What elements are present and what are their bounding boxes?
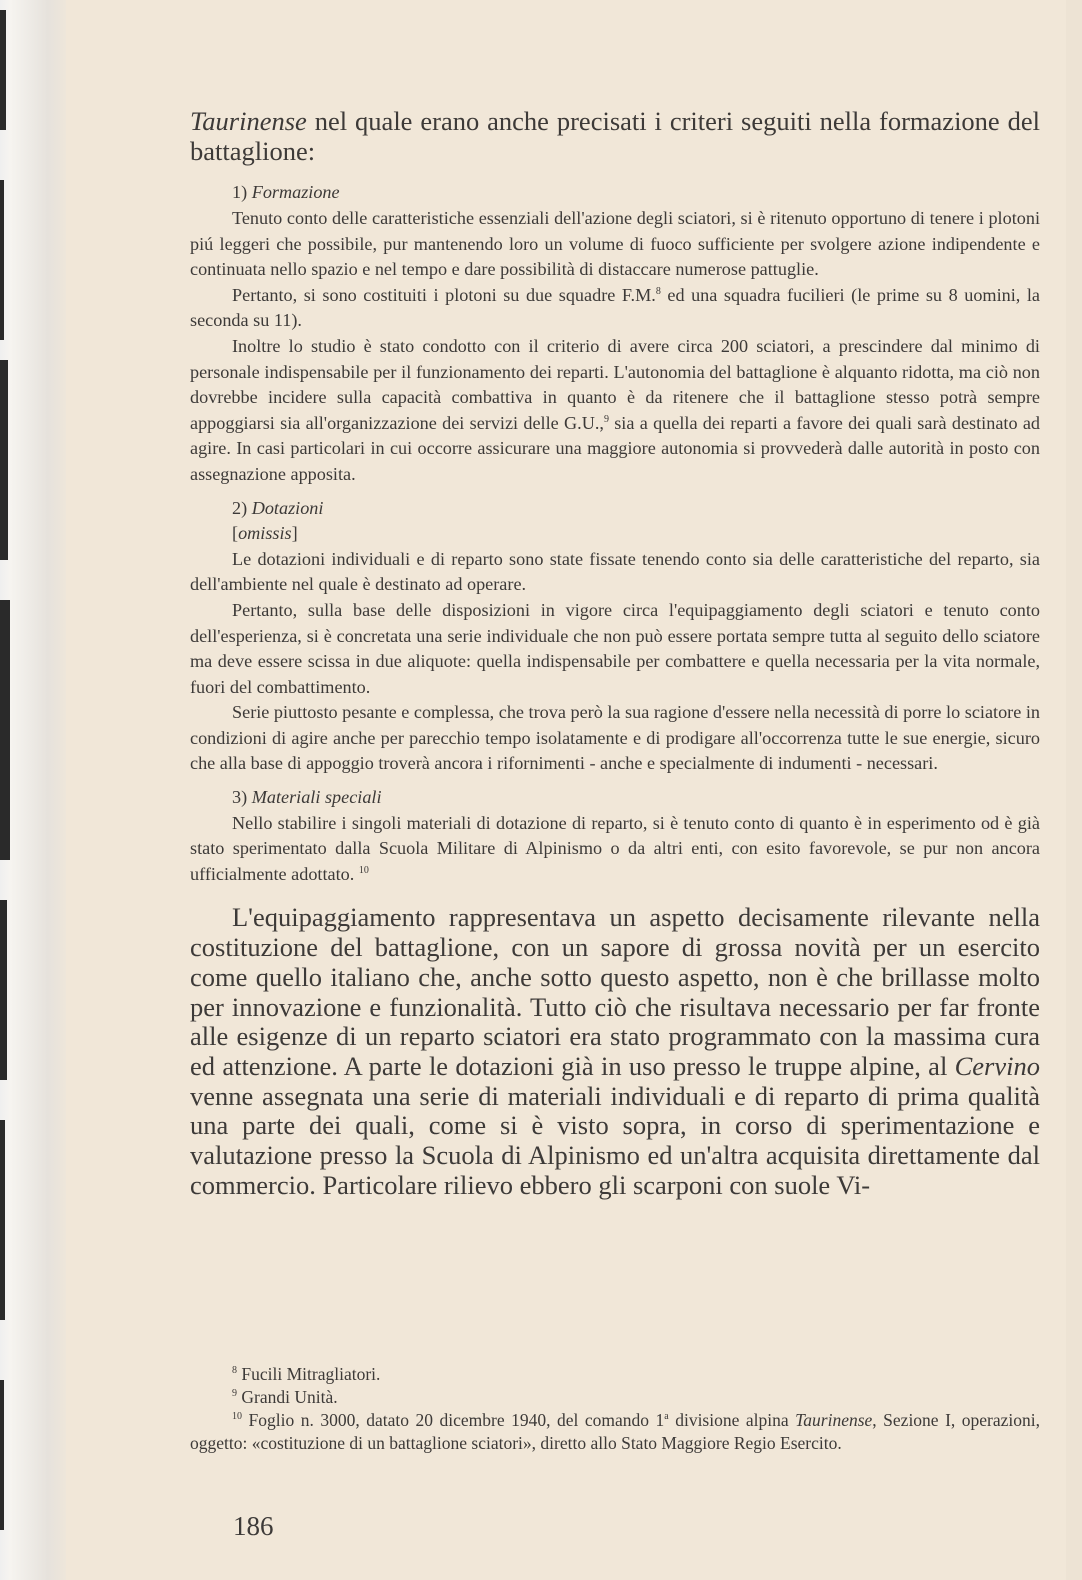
omissis-note: [omissis] <box>232 523 298 544</box>
body-paragraph: L'equipaggiamento rappresentava un aspetto decisamente rilevante nella costituzione del battaglione, con un sapore di grossa novità per un esercito come quello italiano che, anche sotto questo aspetto, non è che brillasse molto per innovazione e funzionalità. Tutto ciò che risultava necessario per far fronte alle esigenze di un reparto sciatori era stato programmato con la massima cura ed attenzione. A parte le dotazioni già in uso presso le truppe alpine, al Cervino venne assegnata una serie di materiali individuali e di reparto di prima qualità una parte dei quali, come si è visto sopra, in corso di sperimentazione e valutazione presso la Scuola di Alpinismo ed un'altra acquisita direttamente dal commercio. Particolare rilievo ebbero gli scarponi con suole Vi- <box>190 902 1040 1200</box>
section-heading: 2) Dotazioni <box>232 497 324 518</box>
paragraph: Le dotazioni individuali e di reparto sono state fissate tenendo conto sia delle caratteristiche del reparto, sia dell'ambiente nel quale è destinato ad operare. <box>190 548 1040 595</box>
paragraph: Serie piuttosto pesante e complessa, che trova però la sua ragione d'essere nella necessità di porre lo sciatore in condizioni di agire anche per parecchio tempo isolatamente e di prodigare all'occorrenza tutte le sue energie, sicuro che alla base di appoggio troverà ancora i rifornimenti - anche e specialmente di indumenti - necessari. <box>190 702 1040 774</box>
paragraph: Nello stabilire i singoli materiali di dotazione di reparto, si è tenuto conto di quanto è in esperimento od è già stato sperimentato dalla Scuola Militare di Alpinismo o da altri enti, con esito favorevole, se pur non ancora ufficialmente adottato. $^{10}$ <box>190 812 1040 884</box>
main-text <box>190 107 1040 1200</box>
footnote-10: $^{10}$ Foglio n. 3000, datato 20 dicembre 1940, del comando 1$^a$ divisione alpina Taurinense, Sezione I, operazioni, oggetto: «costituzione di un battaglione sciatori», diretto allo Stato Maggiore Regio Esercito. <box>190 1410 1041 1453</box>
book-binding-edge <box>0 0 66 1580</box>
footnote-8: $^8$ Fucili Mitragliatori. <box>232 1364 381 1384</box>
footnote-ref: 10 <box>358 864 369 876</box>
section-heading: 1) Formazione <box>232 182 340 203</box>
section-materiali-speciali <box>190 785 1040 887</box>
section-heading: 3) Materiali speciali <box>232 787 382 808</box>
section-formazione <box>190 180 1040 487</box>
footnote-ref: 8 <box>655 285 661 297</box>
page-number: 186 <box>233 1511 274 1541</box>
paragraph: Pertanto, si sono costituiti i plotoni su due squadre F.M.$^8$ ed una squadra fucilieri (le prime su 8 uomini, la seconda su 11). <box>190 284 1040 331</box>
scanned-page <box>66 0 1066 1580</box>
footnote-9: $^9$ Grandi Unità. <box>232 1387 338 1407</box>
footnote-ref: 9 <box>603 413 609 425</box>
paragraph: Tenuto conto delle caratteristiche essenziali dell'azione degli sciatori, si è ritenuto opportuno di tenere i plotoni piú leggeri che possibile, pur mantenendo loro un volume di fuoco sufficiente per svolgere azione indipendente e continuata nello spazio e nel tempo e dare possibilità di distaccare numerose pattuglie. <box>190 208 1040 280</box>
paragraph: Pertanto, sulla base delle disposizioni in vigore circa l'equipaggiamento degli sciatori e tenuto conto dell'esperienza, si è concretata una serie individuale che non può essere portata sempre tutta al seguito dello sciatore ma deve essere scissa in due aliquote: quella indispensabile per combattere e quella necessaria per la vita normale, fuori del combattimento. <box>190 599 1040 697</box>
section-dotazioni <box>190 496 1040 778</box>
footnotes <box>190 1363 1040 1455</box>
paragraph: Inoltre lo studio è stato condotto con il criterio di avere circa 200 sciatori, a prescindere dal minimo di personale indispensabile per il funzionamento dei reparti. L'autonomia del battaglione è alquanto ridotta, ma ciò non dovrebbe incidere sulla capacità combattiva in quanto è da ritenere che il battaglione stesso potrà sempre appoggiarsi sia all'organizzazione dei servizi delle G.U.,$^9$ sia a quella dei reparti a favore dei quali sarà destinato ad agire. In casi particolari in cui occorre assicurare una maggiore autonomia si provvederà dalle autorità in posto con assegnazione apposita. <box>190 335 1040 484</box>
intro-paragraph: Taurinense nel quale erano anche precisati i criteri seguiti nella formazione del battaglione: <box>190 106 1040 166</box>
